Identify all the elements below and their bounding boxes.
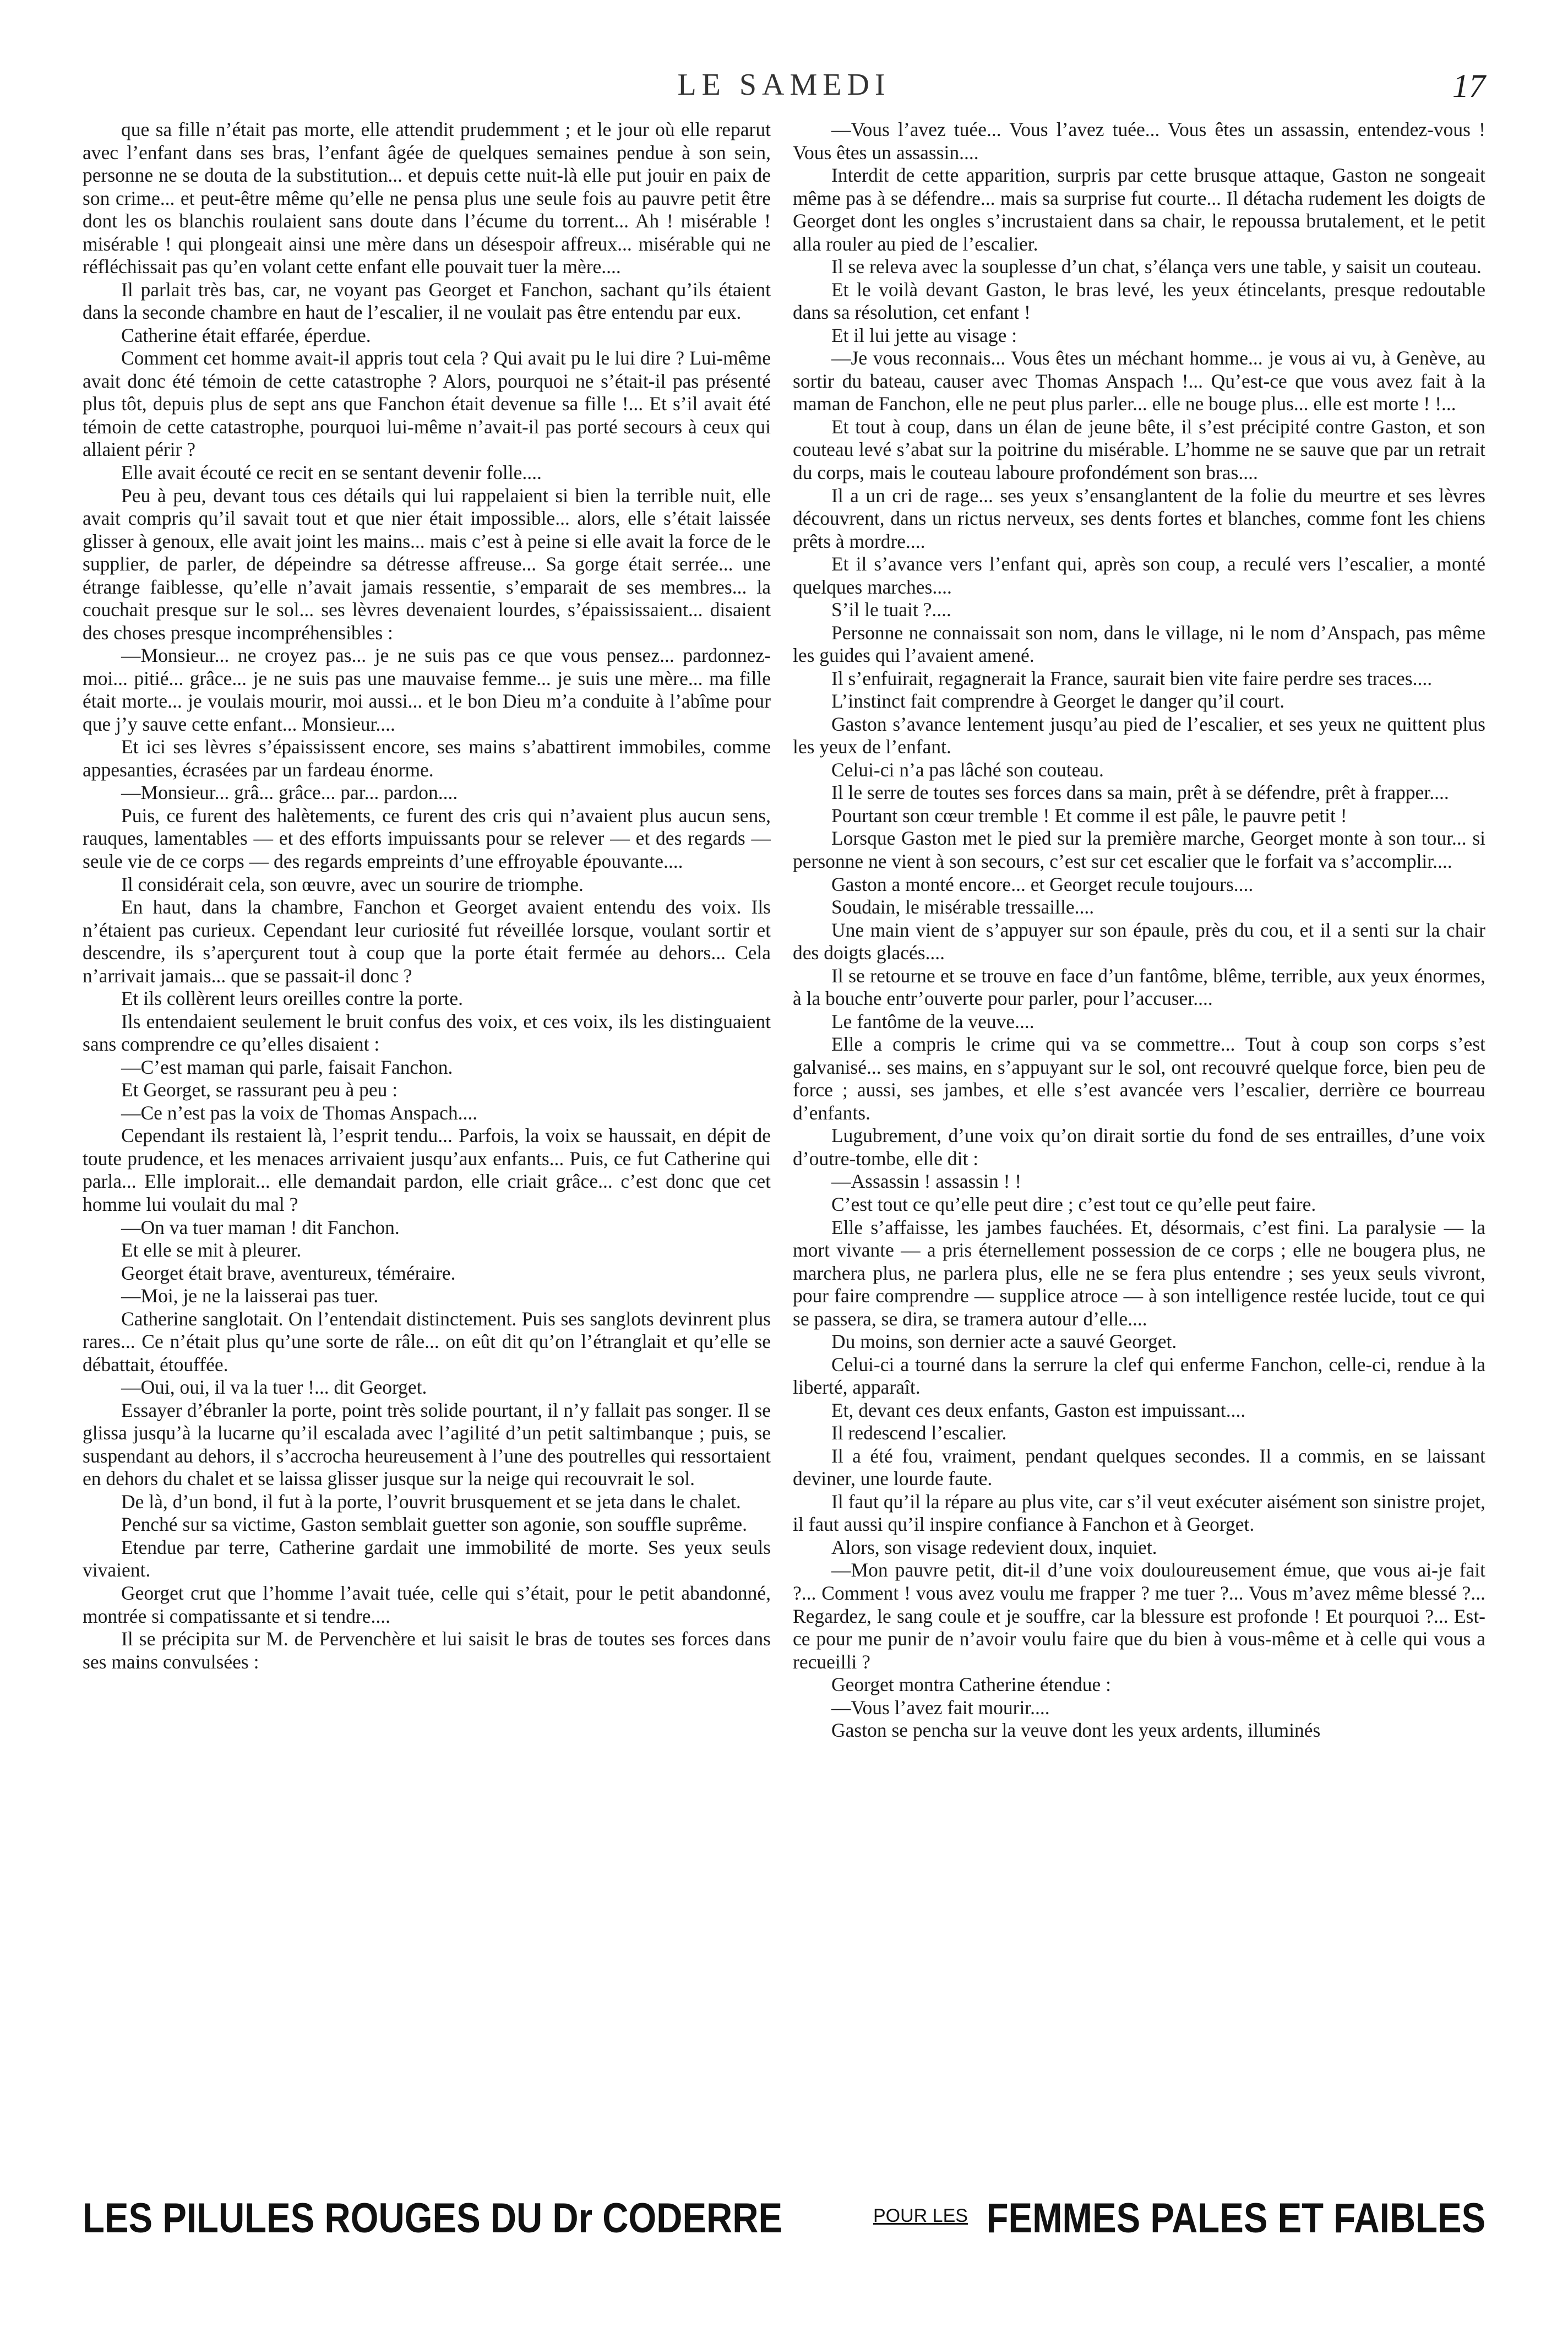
page-number: 17	[1452, 68, 1485, 104]
paragraph: C’est tout ce qu’elle peut dire ; c’est tout ce qu’elle peut faire.	[831, 1193, 1316, 1215]
paragraph: Lorsque Gaston met le pied sur la première marche, Georget monte à son tour... si personne ne vient à son secours, c’est sur cet escalier que le forfait va s’accomplir....	[793, 827, 1485, 872]
paragraph: Gaston se pencha sur la veuve dont les yeux ardents, illuminés	[831, 1719, 1321, 1742]
paragraph: Catherine sanglotait. On l’entendait distinctement. Puis ses sanglots devinrent plus rares... Ce n’était plus qu’une sorte de râle... on eût dit qu’on l’étranglait et qu’elle se débattait, étouffée.	[83, 1307, 771, 1376]
paragraph: Pourtant son cœur tremble ! Et comme il est pâle, le pauvre petit !	[831, 804, 1347, 827]
paragraph: Interdit de cette apparition, surpris par cette brusque attaque, Gaston ne songeait même pas à se défendre... mais sa surprise fut courte... Il détacha rudement les doigts de Georget dont les ongles s’incrustaient dans sa chair, le repoussa brutalement, et le petit alla rouler au pied de l’escalier.	[793, 164, 1485, 255]
paragraph: Georget montra Catherine étendue :	[831, 1673, 1111, 1696]
paragraph: Il se précipita sur M. de Pervenchère et lui saisit le bras de toutes ses forces dans ses mains convulsées :	[83, 1628, 771, 1673]
paragraph: Elle avait écouté ce recit en se sentant devenir folle....	[121, 461, 542, 483]
paragraph: Le fantôme de la veuve....	[831, 1010, 1035, 1032]
paragraph: Etendue par terre, Catherine gardait une immobilité de morte. Ses yeux seuls vivaient.	[83, 1536, 771, 1581]
publication-title: LE SAMEDI	[677, 68, 891, 102]
paragraph: —Moi, je ne la laisserai pas tuer.	[121, 1285, 379, 1307]
paragraph: Celui-ci a tourné dans la serrure la clef qui enferme Fanchon, celle-ci, rendue à la liberté, apparaît.	[793, 1353, 1485, 1399]
paragraph: Il a été fou, vraiment, pendant quelques secondes. Il a commis, en se laissant deviner, une lourde faute.	[793, 1444, 1485, 1490]
paragraph: Personne ne connaissait son nom, dans le village, ni le nom d’Anspach, pas même les guides qui l’avaient amené.	[793, 621, 1485, 667]
paragraph: Peu à peu, devant tous ces détails qui lui rappelaient si bien la terrible nuit, elle avait compris qu’il savait tout et que nier était impossible... alors, elle s’était laissée glisser à genoux, elle avait joint les mains... mais c’est à peine si elle avait la force de le supplier, de parler, de dépeindre sa détresse affreuse... Sa gorge était serrée... une étrange faiblesse, qu’elle n’avait jamais ressentie, s’emparait de ses membres... la couchait presque sur le sol... ses lèvres devenaient lourdes, s’épaississaient... disaient des choses presque incompréhensibles :	[83, 484, 771, 644]
paragraph: L’instinct fait comprendre à Georget le danger qu’il court.	[831, 690, 1285, 713]
paragraph: —Oui, oui, il va la tuer !... dit Georget.	[121, 1376, 427, 1399]
page-header	[83, 67, 1485, 111]
paragraph: Et il lui jette au visage :	[831, 324, 1017, 346]
paragraph: Du moins, son dernier acte a sauvé Georget.	[831, 1330, 1177, 1353]
paragraph: —Vous l’avez tuée... Vous l’avez tuée... Vous êtes un assassin, entendez-vous ! Vous êtes un assassin....	[793, 118, 1485, 164]
paragraph: Gaston a monté encore... et Georget recule toujours....	[831, 873, 1254, 895]
paragraph: —Ce n’est pas la voix de Thomas Anspach....	[121, 1101, 478, 1124]
paragraph: —Assassin ! assassin ! !	[831, 1170, 1022, 1193]
paragraph: Soudain, le misérable tressaille....	[831, 896, 1095, 918]
paragraph: En haut, dans la chambre, Fanchon et Georget avaient entendu des voix. Ils n’étaient pas curieux. Cependant leur curiosité fut réveillée lorsque, voulant sortir et descendre, ils s’aperçurent tout à coup que la porte était fermée au dehors... Cela n’arrivait jamais... que se passait-il donc ?	[83, 896, 771, 987]
ad-text-middle: POUR LES	[873, 2205, 968, 2226]
paragraph: Catherine était effarée, éperdue.	[121, 324, 371, 346]
paragraph: Et le voilà devant Gaston, le bras levé, les yeux étincelants, presque redoutable dans sa résolution, cet enfant !	[793, 278, 1485, 324]
advertisement-banner	[83, 2194, 1485, 2255]
paragraph: Il parlait très bas, car, ne voyant pas Georget et Fanchon, sachant qu’ils étaient dans la seconde chambre en haut de l’escalier, il ne voulait pas être entendu par eux.	[83, 278, 771, 324]
left-text-column	[83, 118, 771, 2172]
paragraph: De là, d’un bond, il fut à la porte, l’ouvrit brusquement et se jeta dans le chalet.	[121, 1490, 741, 1513]
paragraph: Et il s’avance vers l’enfant qui, après son coup, a reculé vers l’escalier, a monté quelques marches....	[793, 553, 1485, 598]
paragraph: Et Georget, se rassurant peu à peu :	[121, 1079, 398, 1101]
paragraph: Il s’enfuirait, regagnerait la France, saurait bien vite faire perdre ses traces....	[831, 667, 1433, 689]
paragraph: Et, devant ces deux enfants, Gaston est impuissant....	[831, 1399, 1246, 1421]
ad-text-left: LES PILULES ROUGES DU Dr CODERRE	[83, 2195, 783, 2242]
paragraph: Il le serre de toutes ses forces dans sa main, prêt à se défendre, prêt à frapper....	[831, 781, 1449, 804]
paragraph: Il faut qu’il la répare au plus vite, car s’il veut exécuter aisément son sinistre projet, il faut aussi qu’il inspire confiance à Fanchon et à Georget.	[793, 1490, 1485, 1536]
paragraph: Essayer d’ébranler la porte, point très solide pourtant, il n’y fallait pas songer. Il se glissa jusqu’à la lucarne qu’il escalada avec l’agilité d’un petit saltimbanque ; puis, se suspendant au dehors, il s’accrocha heureusement à l’une des poutrelles qui ressortaient en dehors du chalet et se laissa glisser jusque sur la neige qui recouvrait le sol.	[83, 1399, 771, 1490]
paragraph: Une main vient de s’appuyer sur son épaule, près du cou, et il a senti sur la chair des doigts glacés....	[793, 918, 1485, 964]
paragraph: —Monsieur... ne croyez pas... je ne suis pas ce que vous pensez... pardonnez-moi... pitié... grâce... je ne suis pas une mauvaise femme... je suis une mère... ma fille était morte... je voulais mourir, moi aussi... et le bon Dieu m’a conduite à l’abîme pour que j’y sauve cette enfant... Monsieur....	[83, 644, 771, 735]
paragraph: Celui-ci n’a pas lâché son couteau.	[831, 758, 1104, 781]
paragraph: Georget était brave, aventureux, téméraire.	[121, 1262, 456, 1284]
paragraph: Comment cet homme avait-il appris tout cela ? Qui avait pu le lui dire ? Lui-même avait donc été témoin de cette catastrophe ? Alors, pourquoi ne s’était-il pas présenté plus tôt, depuis plus de sept ans que Fanchon était devenue sa fille !... Et s’il avait été témoin de cette catastrophe, pourquoi lui-même n’avait-il pas porté secours à ceux qui allaient périr ?	[83, 347, 771, 461]
paragraph: Penché sur sa victime, Gaston semblait guetter son agonie, son souffle suprême.	[121, 1513, 748, 1536]
paragraph: Elle a compris le crime qui va se commettre... Tout à coup son corps s’est galvanisé... ses mains, en s’appuyant sur le sol, ont recouvré quelque force, bien peu de force ; aussi, ses jambes, et elle s’est avancée vers l’escalier, derrière ce bourreau d’enfants.	[793, 1033, 1485, 1124]
ad-text-right: FEMMES PALES ET FAIBLES	[986, 2195, 1485, 2242]
paragraph: Ils entendaient seulement le bruit confus des voix, et ces voix, ils les distinguaient sans comprendre ce qu’elles disaient :	[83, 1010, 771, 1056]
paragraph: Il se releva avec la souplesse d’un chat, s’élança vers une table, y saisit un couteau.	[831, 256, 1482, 278]
paragraph: —Monsieur... grâ... grâce... par... pardon....	[121, 781, 458, 804]
paragraph: Lugubrement, d’une voix qu’on dirait sortie du fond de ses entrailles, d’une voix d’outre-tombe, elle dit :	[793, 1124, 1485, 1170]
paragraph: Elle s’affaisse, les jambes fauchées. Et, désormais, c’est fini. La paralysie — la mort vivante — a pris éternellement possession de ce corps ; elle ne bougera plus, ne marchera plus, ne parlera plus, elle ne se fera plus entendre ; ses yeux seuls vivront, pour faire comprendre — supplice atroce — à son intelligence restée lucide, tout ce qui se passera, se dira, se tramera autour d’elle....	[793, 1216, 1485, 1330]
paragraph: Et ici ses lèvres s’épaississent encore, ses mains s’abattirent immobiles, comme appesanties, écrasées par un fardeau énorme.	[83, 736, 771, 781]
paragraph: Cependant ils restaient là, l’esprit tendu... Parfois, la voix se haussait, en dépit de toute prudence, et les menaces arrivaient jusqu’aux enfants... Puis, ce fut Catherine qui parla... Elle implorait... elle demandait pardon, elle criait grâce... c’est donc que cet homme lui voulait du mal ?	[83, 1124, 771, 1215]
paragraph: Et elle se mit à pleurer.	[121, 1239, 302, 1262]
paragraph: —On va tuer maman ! dit Fanchon.	[121, 1216, 400, 1238]
paragraph: —Je vous reconnais... Vous êtes un méchant homme... je vous ai vu, à Genève, au sortir du bateau, causer avec Thomas Anspach !... Qu’est-ce que vous avez fait à la maman de Fanchon, elle ne peut plus parler... elle ne bouge plus... elle est morte ! !...	[793, 347, 1485, 415]
paragraph: Il considérait cela, son œuvre, avec un sourire de triomphe.	[121, 873, 584, 895]
paragraph: Et tout à coup, dans un élan de jeune bête, il s’est précipité contre Gaston, et son couteau levé s’abat sur la poitrine du misérable. L’homme ne se sauve que par un retrait du corps, mais le couteau laboure profondément son bras....	[793, 415, 1485, 483]
paragraph: Alors, son visage redevient doux, inquiet.	[831, 1536, 1157, 1558]
paragraph: —Vous l’avez fait mourir....	[831, 1696, 1050, 1719]
paragraph: Georget crut que l’homme l’avait tuée, celle qui s’était, pour le petit abandonné, montrée si compatissante et si tendre....	[83, 1582, 771, 1627]
paragraph: Et ils collèrent leurs oreilles contre la porte.	[121, 987, 464, 1010]
paragraph: —C’est maman qui parle, faisait Fanchon.	[121, 1056, 453, 1078]
paragraph: S’il le tuait ?....	[831, 599, 951, 621]
paragraph: Il se retourne et se trouve en face d’un fantôme, blême, terrible, aux yeux énormes, à la bouche entr’ouverte pour parler, pour l’accuser....	[793, 964, 1485, 1010]
paragraph: que sa fille n’était pas morte, elle attendit prudemment ; et le jour où elle reparut avec l’enfant dans ses bras, l’enfant âgée de quelques semaines pendue à son sein, personne ne se douta de la substitution... et depuis cette nuit-là elle put jouir en paix de son crime... et peut-être même qu’elle ne pensa plus une seule fois au pauvre petit être dont les os blanchis roulaient sans doute dans l’écume du torrent... Ah ! misérable ! misérable ! qui plongeait ainsi une mère dans un désespoir affreux... misérable qui ne réfléchissait pas qu’en volant cette enfant elle pouvait tuer la mère....	[83, 118, 771, 278]
paragraph: Il redescend l’escalier.	[831, 1422, 1007, 1444]
paragraph: Il a un cri de rage... ses yeux s’ensanglantent de la folie du meurtre et ses lèvres découvrent, dans un rictus nerveux, ses dents fortes et blanches, comme font les chiens prêts à mordre....	[793, 484, 1485, 552]
paragraph: Puis, ce furent des halètements, ce furent des cris qui n’avaient plus aucun sens, rauques, lamentables — et des efforts impuissants pour se relever — et des regards — seule vie de ce corps — des regards empreints d’une effroyable épouvante....	[83, 804, 771, 872]
paragraph: Gaston s’avance lentement jusqu’au pied de l’escalier, et ses yeux ne quittent plus les yeux de l’enfant.	[793, 713, 1485, 758]
right-text-column	[793, 118, 1485, 2172]
paragraph: —Mon pauvre petit, dit-il d’une voix douloureusement émue, que vous ai-je fait ?... Comment ! vous avez voulu me frapper ? me tuer ?... Vous m’avez même blessé ?... Regardez, le sang coule et je souffre, car la blessure est profonde ! Et pourquoi ?... Est-ce pour me punir de n’avoir voulu faire que du bien à vous-même et à celle qui vous a recueilli ?	[793, 1559, 1485, 1673]
